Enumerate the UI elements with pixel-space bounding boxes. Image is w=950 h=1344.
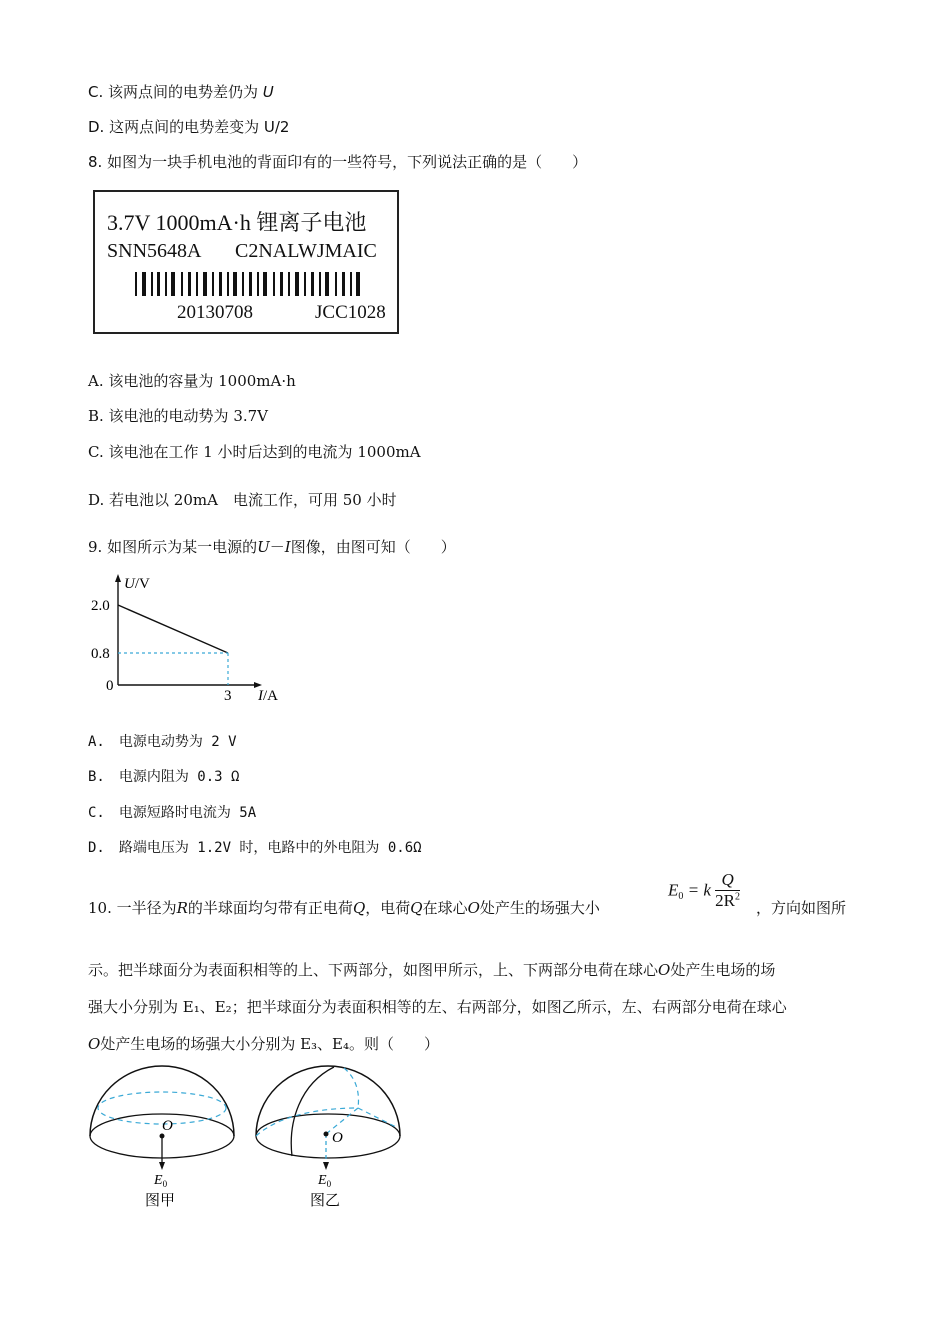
q10-formula: $E_0 = k$ $\frac{Q}{2R^2}$	[668, 870, 741, 910]
hidden-meridian	[344, 1068, 358, 1108]
q9-option-a: A. 电源电动势为 2 V	[88, 734, 237, 750]
q10-stem-line4: O处产生电场的场强大小分别为 E₃、E₄。则（ ）	[88, 1035, 440, 1053]
battery-label-serial: JCC1028	[315, 302, 386, 323]
q8-stem: 8. 如图为一块手机电池的背面印有的一些符号，下列说法正确的是（ ）	[88, 153, 588, 171]
battery-label-code: C2NALWJMAIC	[235, 240, 377, 262]
figure-caption: 图甲	[145, 1191, 176, 1209]
dividing-meridian	[291, 1067, 334, 1156]
q8-option-d: D. 若电池以 20mA 电流工作，可用 50 小时	[88, 491, 397, 509]
center-dot	[324, 1132, 329, 1137]
q9-option-c: C. 电源短路时电流为 5A	[88, 805, 257, 821]
q9-option-d: D. 路端电压为 1.2V 时，电路中的外电阻为 0.6Ω	[88, 840, 422, 856]
y-tick-2: 2.0	[91, 598, 110, 614]
figure-hemisphere-b	[248, 1062, 408, 1212]
base-ellipse	[256, 1114, 400, 1158]
field-label: $E_0$	[154, 1173, 168, 1189]
figure-hemisphere-a	[82, 1062, 242, 1212]
hemisphere-outline	[256, 1066, 400, 1136]
q8-option-a: A. 该电池的容量为 1000mA·h	[88, 372, 296, 390]
q8-option-b: B. 该电池的电动势为 3.7V	[88, 407, 269, 425]
figure-caption: 图乙	[310, 1191, 341, 1209]
battery-label-line1: 3.7V 1000mA·h 锂离子电池	[107, 210, 367, 235]
center-label: O	[162, 1118, 173, 1134]
field-arrow-head	[323, 1162, 329, 1170]
q9-option-b: B. 电源内阻为 0.3 Ω	[88, 769, 240, 785]
y-axis-arrow	[115, 574, 121, 582]
barcode	[135, 272, 365, 298]
center-dot	[160, 1134, 165, 1139]
center-label: O	[332, 1130, 343, 1146]
y-tick-08: 0.8	[91, 646, 110, 662]
hidden-edge	[358, 1108, 398, 1128]
battery-label-date: 20130708	[177, 302, 253, 323]
q10-stem-line2: 示。把半球面分为表面积相等的上、下两部分，如图甲所示，上、下两部分电荷在球心O处产生电场的场	[88, 961, 776, 979]
ui-line	[118, 605, 228, 653]
formula-fraction: $\frac{Q}{2R^2}$	[715, 870, 741, 910]
field-label: $E_0$	[318, 1173, 332, 1189]
field-arrow-head	[159, 1162, 165, 1170]
q8-option-c: C. 该电池在工作 1 小时后达到的电流为 1000mA	[88, 443, 421, 461]
q10-stem-line1: 10. 一半径为R的半球面均匀带有正电荷Q，电荷Q在球心O处产生的场强大小	[88, 899, 600, 917]
origin-label: 0	[106, 678, 114, 694]
q7-option-c: C. 该两点间的电势差仍为 U	[88, 83, 274, 101]
y-axis-label: U/V	[124, 576, 150, 592]
q9-stem: 9. 如图所示为某一电源的U－I图像，由图可知（ ）	[88, 538, 456, 556]
q7-option-d: D. 这两点间的电势差变为 U/2	[88, 118, 290, 136]
x-axis-label: I/A	[258, 688, 278, 704]
q10-stem-line3: 强大小分别为 E₁、E₂；把半球面分为表面积相等的左、右两部分，如图乙所示，左、右两部分电荷在球心	[88, 998, 787, 1016]
q10-stem-line1-end: ，方向如图所	[756, 899, 847, 917]
battery-label-figure	[93, 190, 399, 334]
x-tick-3: 3	[224, 688, 232, 704]
ui-chart	[88, 572, 298, 707]
battery-label-model: SNN5648A	[107, 240, 202, 262]
